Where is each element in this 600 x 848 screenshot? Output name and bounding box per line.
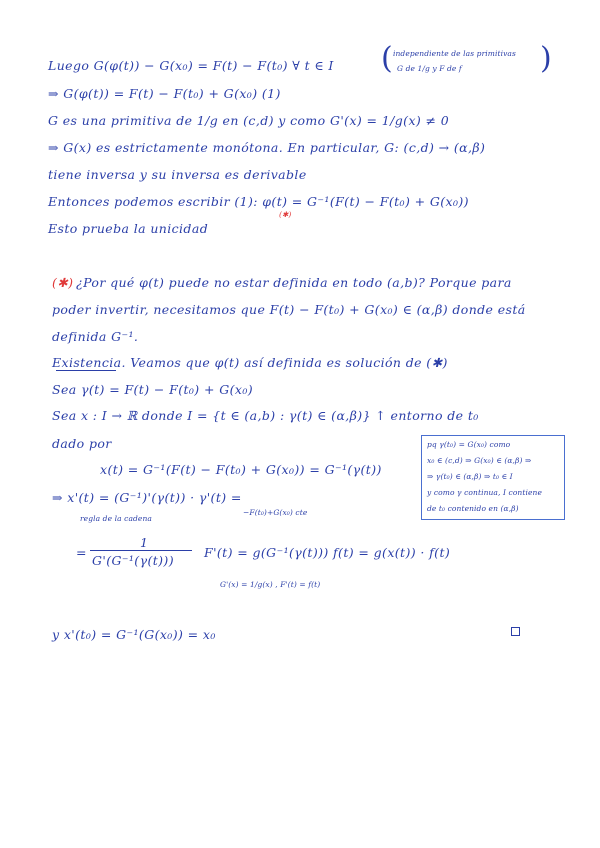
line-defined: definida G⁻¹.: [52, 329, 139, 344]
side-note-brace-right: ): [540, 41, 552, 76]
justification-box: [421, 435, 565, 520]
star-mark-question: (✱): [52, 275, 74, 290]
existence-underline: [56, 370, 116, 371]
line-write: Entonces podemos escribir (1): φ(t) = G⁻¹(F(t) − F(t₀) + G(x₀)): [48, 194, 469, 209]
chain-rule-note: regla de la cadena: [80, 514, 152, 523]
line-existence: Existencia. Veamos que φ(t) así definida es solución de (✱): [52, 355, 448, 370]
constant-note: −F(t₀)+G(x₀) cte: [243, 508, 308, 517]
line-primitive: G es una primitiva de 1/g en (c,d) y como G'(x) = 1/g(x) ≠ 0: [48, 113, 450, 128]
line-derivative: ⇒ x'(t) = (G⁻¹)'(γ(t)) · γ'(t) =: [52, 490, 242, 505]
fraction-bar: [90, 550, 192, 551]
box-line-3: ⇒ γ(t₀) ∈ (α,β) ⇒ t₀ ∈ I: [427, 472, 513, 481]
fraction-denominator: G'(G⁻¹(γ(t))): [92, 553, 174, 568]
line-monotone: ⇒ G(x) es estrictamente monótona. En particular, G: (c,d) → (α,β): [48, 140, 486, 155]
derivatives-note: G'(x) = 1/g(x) , F'(t) = f(t): [220, 580, 321, 589]
side-note-line-1: independiente de las primitivas: [393, 49, 516, 58]
line-given-by: dado por: [52, 436, 112, 451]
box-line-2: x₀ ∈ (c,d) ⇒ G(x₀) ∈ (α,β) ⇒: [427, 456, 532, 465]
line-inverse: tiene inversa y su inversa es derivable: [48, 167, 307, 182]
line-gamma-def: Sea γ(t) = F(t) − F(t₀) + G(x₀): [52, 382, 254, 397]
line-uniqueness: Esto prueba la unicidad: [48, 221, 209, 236]
side-note-line-2: G de 1/g y F de f: [397, 64, 462, 73]
fraction-numerator: 1: [140, 535, 149, 550]
line-invert: poder invertir, necesitamos que F(t) − F(t₀) + G(x₀) ∈ (α,β) donde está: [52, 302, 526, 317]
line-luego: Luego G(φ(t)) − G(x₀) = F(t) − F(t₀) ∀ t ∈ I: [48, 58, 334, 73]
line-initial-condition: y x'(t₀) = G⁻¹(G(x₀)) = x₀: [52, 627, 216, 642]
line-x-formula: x(t) = G⁻¹(F(t) − F(t₀) + G(x₀)) = G⁻¹(γ(t)): [100, 462, 382, 477]
qed-square: [511, 627, 520, 636]
box-line-5: de t₀ contenido en (α,β): [427, 504, 519, 513]
line-final-derivative: F'(t) = g(G⁻¹(γ(t))) f(t) = g(x(t)) · f(t): [204, 545, 451, 560]
line-x-def: Sea x : I → ℝ donde I = {t ∈ (a,b) : γ(t) ∈ (α,β)} ↑ entorno de t₀: [52, 408, 479, 423]
line-phi-formula: ⇒ G(φ(t)) = F(t) − F(t₀) + G(x₀) (1): [48, 86, 281, 101]
box-line-4: y como γ continua, I contiene: [427, 488, 542, 497]
side-note-brace-left: (: [381, 41, 393, 76]
line-why-question: ¿Por qué φ(t) puede no estar definida en todo (a,b)? Porque para: [76, 275, 512, 290]
line-fraction-eq: =: [76, 545, 87, 560]
box-line-1: pq γ(t₀) = G(x₀) como: [427, 440, 511, 449]
star-mark: (✱): [279, 210, 292, 219]
